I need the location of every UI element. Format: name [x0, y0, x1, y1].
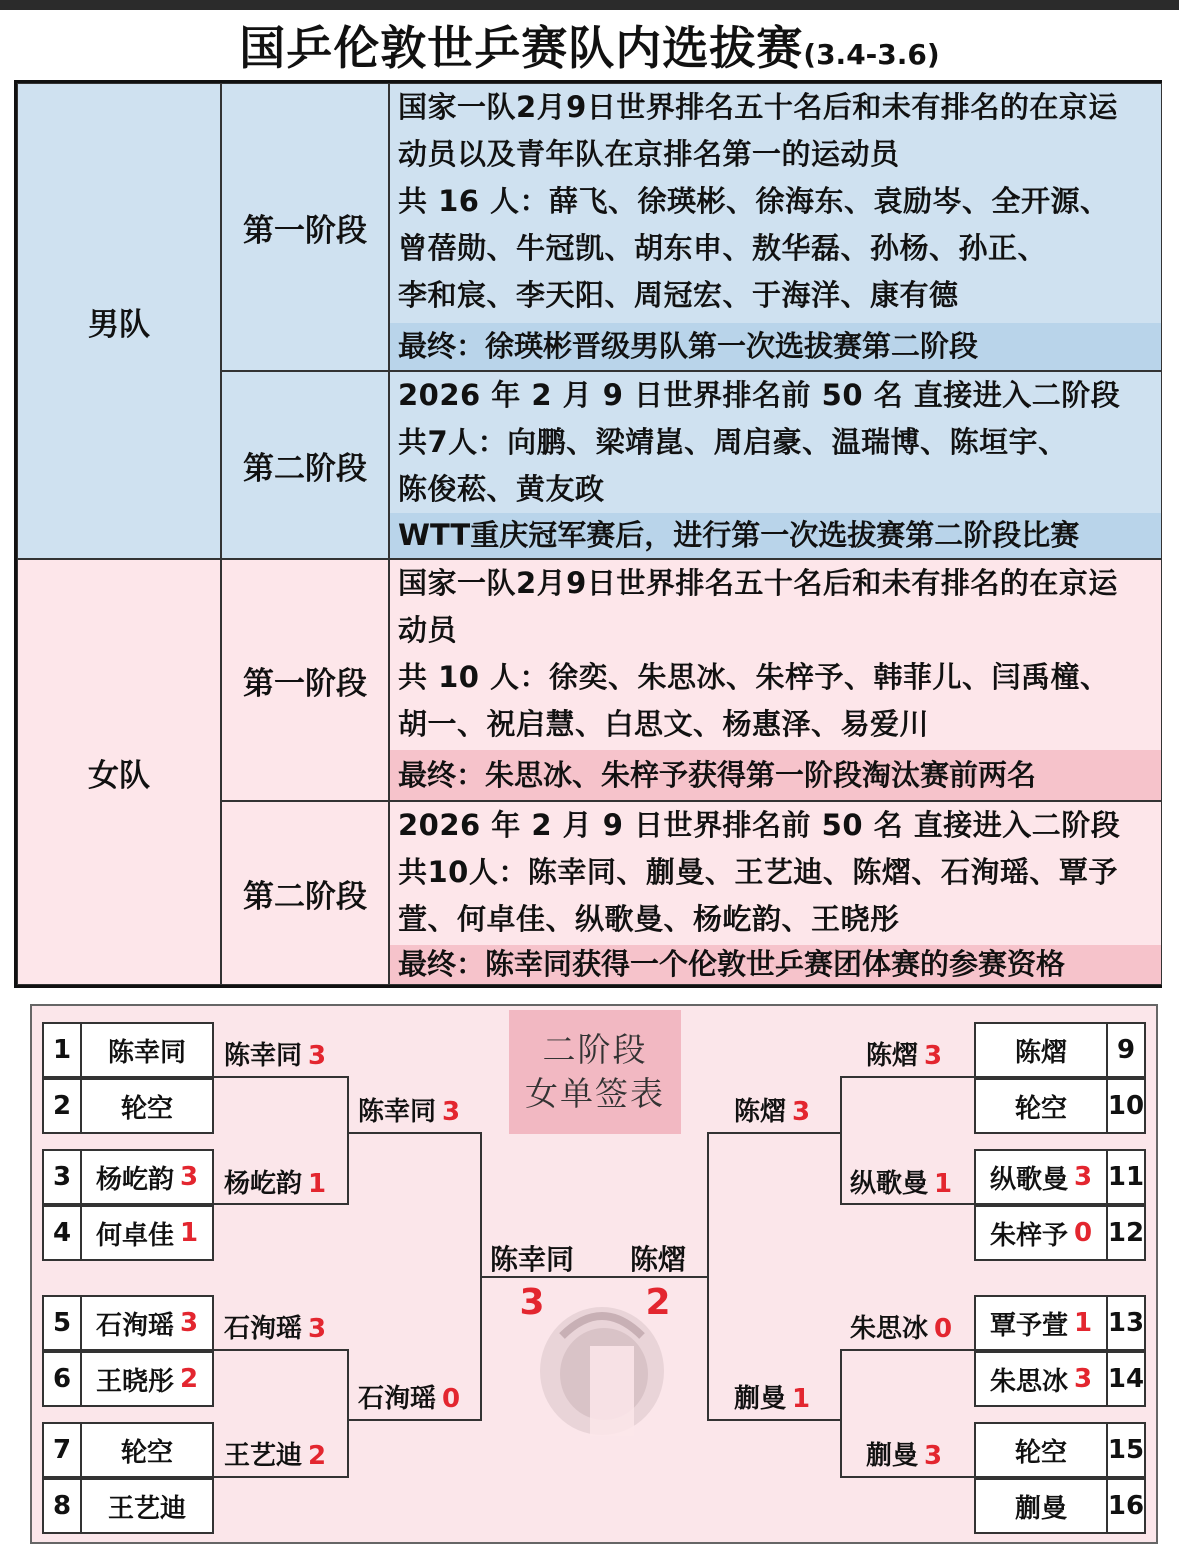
- round2-entry: [224, 1040, 326, 1072]
- round2-entry: [866, 1440, 942, 1472]
- player-entry: [80, 1078, 214, 1134]
- seed-cell: 2: [42, 1078, 82, 1134]
- men-stage2-line: 2026 年 2 月 9 日世界排名前 50 名 直接进入二阶段: [398, 378, 1121, 412]
- women-stage2-line: 2026 年 2 月 9 日世界排名前 50 名 直接进入二阶段: [398, 808, 1121, 842]
- player-entry: [974, 1022, 1108, 1078]
- player-score: 3: [442, 1097, 461, 1127]
- round2-entry: [866, 1040, 942, 1072]
- player-entry: [80, 1022, 214, 1078]
- player-score: 1: [179, 1218, 199, 1248]
- seed-cell: 6: [42, 1351, 82, 1407]
- men-stage1-label: 第一阶段: [243, 212, 367, 249]
- final-player-right: 陈熠: [629, 1243, 686, 1276]
- men-stage1-cell: [221, 83, 389, 371]
- men-stage1-line: 李和宸、李天阳、周冠宏、于海洋、康有德: [398, 278, 959, 312]
- player-entry: [974, 1149, 1108, 1205]
- men-stage2-final: WTT重庆冠军赛后，进行第一次选拔赛第二阶段比赛: [390, 513, 1161, 558]
- player-score: 3: [1073, 1364, 1093, 1394]
- bracket-line: [708, 1132, 842, 1134]
- player-name: 蒯曼: [1014, 1493, 1067, 1524]
- men-team-label: 男队: [88, 306, 150, 343]
- player-entry: [974, 1351, 1108, 1407]
- final-score-right: 2: [645, 1282, 671, 1323]
- player-entry: [974, 1078, 1108, 1134]
- men-stage2-line: 共7人：向鹏、梁靖崑、周启豪、温瑞博、陈垣宇、: [398, 425, 1068, 459]
- player-name: 蒯曼: [734, 1384, 787, 1414]
- round3-entry: [358, 1096, 460, 1128]
- women-stage1-cell: [221, 559, 389, 801]
- title-text: 国乒伦敦世乒赛队内选拔赛: [239, 21, 804, 75]
- women-stage2-line: 萱、何卓佳、纵歌曼、杨屹韵、王晓彤: [398, 902, 900, 936]
- bracket-line: [708, 1419, 842, 1421]
- seed-cell: 12: [1106, 1205, 1146, 1261]
- player-score: 2: [308, 1441, 327, 1471]
- seed-cell: 16: [1106, 1478, 1146, 1534]
- player-name: 陈熠: [1014, 1037, 1067, 1068]
- player-name: 石洵瑶: [95, 1310, 174, 1341]
- bracket-heading: [509, 1010, 681, 1134]
- women-stage1-line: 胡一、祝启慧、白思文、杨惠泽、易爱川: [398, 707, 930, 741]
- round2-entry: [224, 1168, 326, 1200]
- mascot-watermark-icon: [532, 1296, 672, 1446]
- women-stage1-line: 国家一队2月9日世界排名五十名后和未有排名的在京运: [398, 566, 1118, 600]
- player-name: 杨屹韵: [224, 1169, 303, 1199]
- player-name: 朱思冰: [850, 1314, 929, 1344]
- player-score: 0: [442, 1384, 461, 1414]
- men-stage1-line: 共 16 人：薛飞、徐瑛彬、徐海东、袁励岑、全开源、: [398, 184, 1110, 218]
- player-name: 王艺迪: [107, 1493, 186, 1524]
- player-name: 覃予萱: [989, 1310, 1068, 1341]
- men-stage1-line: 曾蓓勋、牛冠凯、胡东申、敖华磊、孙杨、孙正、: [398, 231, 1048, 265]
- women-stage2-content: [389, 801, 1162, 985]
- bracket-line: [214, 1349, 348, 1351]
- women-stage1-content: [389, 559, 1162, 801]
- women-stage2-final: 最终：陈幸同获得一个伦敦世乒赛团体赛的参赛资格: [390, 945, 1161, 984]
- player-entry: [80, 1295, 214, 1351]
- bracket-line: [840, 1476, 974, 1478]
- round2-entry: [224, 1313, 326, 1345]
- player-entry: [974, 1295, 1108, 1351]
- women-team-label: 女队: [88, 757, 150, 794]
- men-stage2-line: 陈俊菘、黄友政: [398, 472, 605, 506]
- player-name: 陈幸同: [358, 1097, 437, 1127]
- bracket-heading-line: 二阶段: [542, 1030, 648, 1069]
- player-name: 何卓佳: [95, 1220, 174, 1251]
- bracket-line: [840, 1076, 842, 1205]
- player-name: 纵歌曼: [850, 1169, 929, 1199]
- player-score: 2: [179, 1364, 199, 1394]
- bracket-line: [347, 1132, 481, 1134]
- player-name: 轮空: [120, 1437, 173, 1468]
- round3-entry: [358, 1383, 460, 1415]
- round2-entry: [850, 1168, 952, 1200]
- men-stage2-cell: [221, 371, 389, 559]
- seed-cell: 15: [1106, 1422, 1146, 1478]
- bracket-line: [214, 1203, 348, 1205]
- player-name: 王艺迪: [224, 1441, 303, 1471]
- seed-cell: 14: [1106, 1351, 1146, 1407]
- player-name: 轮空: [120, 1093, 173, 1124]
- player-name: 石洵瑶: [358, 1384, 437, 1414]
- men-stage1-content: [389, 83, 1162, 371]
- player-name: 陈熠: [866, 1041, 919, 1071]
- player-score: 1: [934, 1169, 953, 1199]
- bracket-line: [214, 1076, 348, 1078]
- player-entry: [974, 1205, 1108, 1261]
- player-entry: [80, 1149, 214, 1205]
- women-stage1-label: 第一阶段: [243, 665, 367, 702]
- seed-cell: 10: [1106, 1078, 1146, 1134]
- player-score: 3: [308, 1041, 327, 1071]
- final-player-left: 陈幸同: [489, 1243, 574, 1276]
- player-score: 3: [1073, 1162, 1093, 1192]
- seed-cell: 13: [1106, 1295, 1146, 1351]
- page-title: [0, 18, 1179, 85]
- men-stage2-content: [389, 371, 1162, 559]
- bracket-line: [840, 1203, 974, 1205]
- bracket-line: [840, 1076, 974, 1078]
- seed-cell: 4: [42, 1205, 82, 1261]
- bracket-heading-line: 女单签表: [525, 1074, 665, 1113]
- men-stage1-line: 国家一队2月9日世界排名五十名后和未有排名的在京运: [398, 90, 1118, 124]
- player-name: 纵歌曼: [989, 1164, 1068, 1195]
- player-score: 0: [1073, 1218, 1093, 1248]
- title-dates: (3.4-3.6): [803, 38, 940, 71]
- player-entry: [974, 1422, 1108, 1478]
- women-stage1-line: 共 10 人：徐奕、朱思冰、朱梓予、韩菲儿、闫禹橦、: [398, 660, 1110, 694]
- round3-entry: [734, 1096, 810, 1128]
- bracket-line: [840, 1349, 842, 1478]
- player-score: 3: [924, 1041, 943, 1071]
- player-score: 0: [934, 1314, 953, 1344]
- women-stage1-line: 动员: [398, 613, 458, 647]
- bracket-line: [214, 1476, 348, 1478]
- player-entry: [974, 1478, 1108, 1534]
- bracket-line: [347, 1349, 349, 1478]
- player-entry: [80, 1478, 214, 1534]
- player-score: 1: [1073, 1308, 1093, 1338]
- player-score: 1: [308, 1169, 327, 1199]
- player-name: 轮空: [1014, 1093, 1067, 1124]
- round3-entry: [734, 1383, 810, 1415]
- seed-cell: 9: [1106, 1022, 1146, 1078]
- women-stage2-cell: [221, 801, 389, 985]
- player-name: 朱思冰: [989, 1366, 1068, 1397]
- seed-cell: 8: [42, 1478, 82, 1534]
- player-score: 3: [308, 1314, 327, 1344]
- player-entry: [80, 1205, 214, 1261]
- seed-cell: 3: [42, 1149, 82, 1205]
- final-score-left: 3: [519, 1282, 545, 1323]
- round2-entry: [850, 1313, 952, 1345]
- seed-cell: 1: [42, 1022, 82, 1078]
- women-stage1-final: 最终：朱思冰、朱梓予获得第一阶段淘汰赛前两名: [390, 750, 1161, 800]
- men-stage2-label: 第二阶段: [243, 450, 367, 487]
- men-team-cell: [17, 83, 221, 559]
- player-score: 1: [792, 1384, 811, 1414]
- seed-cell: 5: [42, 1295, 82, 1351]
- bracket-line: [840, 1349, 974, 1351]
- player-name: 轮空: [1014, 1437, 1067, 1468]
- women-stage2-line: 共10人：陈幸同、蒯曼、王艺迪、陈熠、石洵瑶、覃予: [398, 855, 1118, 889]
- men-stage1-final: 最终：徐瑛彬晋级男队第一次选拔赛第二阶段: [390, 323, 1161, 370]
- player-name: 王晓彤: [95, 1366, 174, 1397]
- seed-cell: 11: [1106, 1149, 1146, 1205]
- player-name: 陈熠: [734, 1097, 787, 1127]
- player-name: 陈幸同: [107, 1037, 186, 1068]
- round2-entry: [224, 1440, 326, 1472]
- bracket-line: [347, 1419, 481, 1421]
- player-entry: [80, 1422, 214, 1478]
- women-stage2-label: 第二阶段: [243, 878, 367, 915]
- player-name: 石洵瑶: [224, 1314, 303, 1344]
- player-name: 蒯曼: [866, 1441, 919, 1471]
- bracket-line: [347, 1076, 349, 1205]
- draw-bracket: [30, 1004, 1158, 1544]
- player-score: 3: [792, 1097, 811, 1127]
- women-team-cell: [17, 559, 221, 985]
- seed-cell: 7: [42, 1422, 82, 1478]
- player-name: 杨屹韵: [95, 1164, 174, 1195]
- player-score: 3: [179, 1308, 199, 1338]
- selection-table: [14, 80, 1162, 988]
- player-name: 陈幸同: [224, 1041, 303, 1071]
- top-bar: [0, 0, 1179, 10]
- player-score: 3: [179, 1162, 199, 1192]
- men-stage1-line: 动员以及青年队在京排名第一的运动员: [398, 137, 900, 171]
- player-name: 朱梓予: [989, 1220, 1068, 1251]
- player-score: 3: [924, 1441, 943, 1471]
- player-entry: [80, 1351, 214, 1407]
